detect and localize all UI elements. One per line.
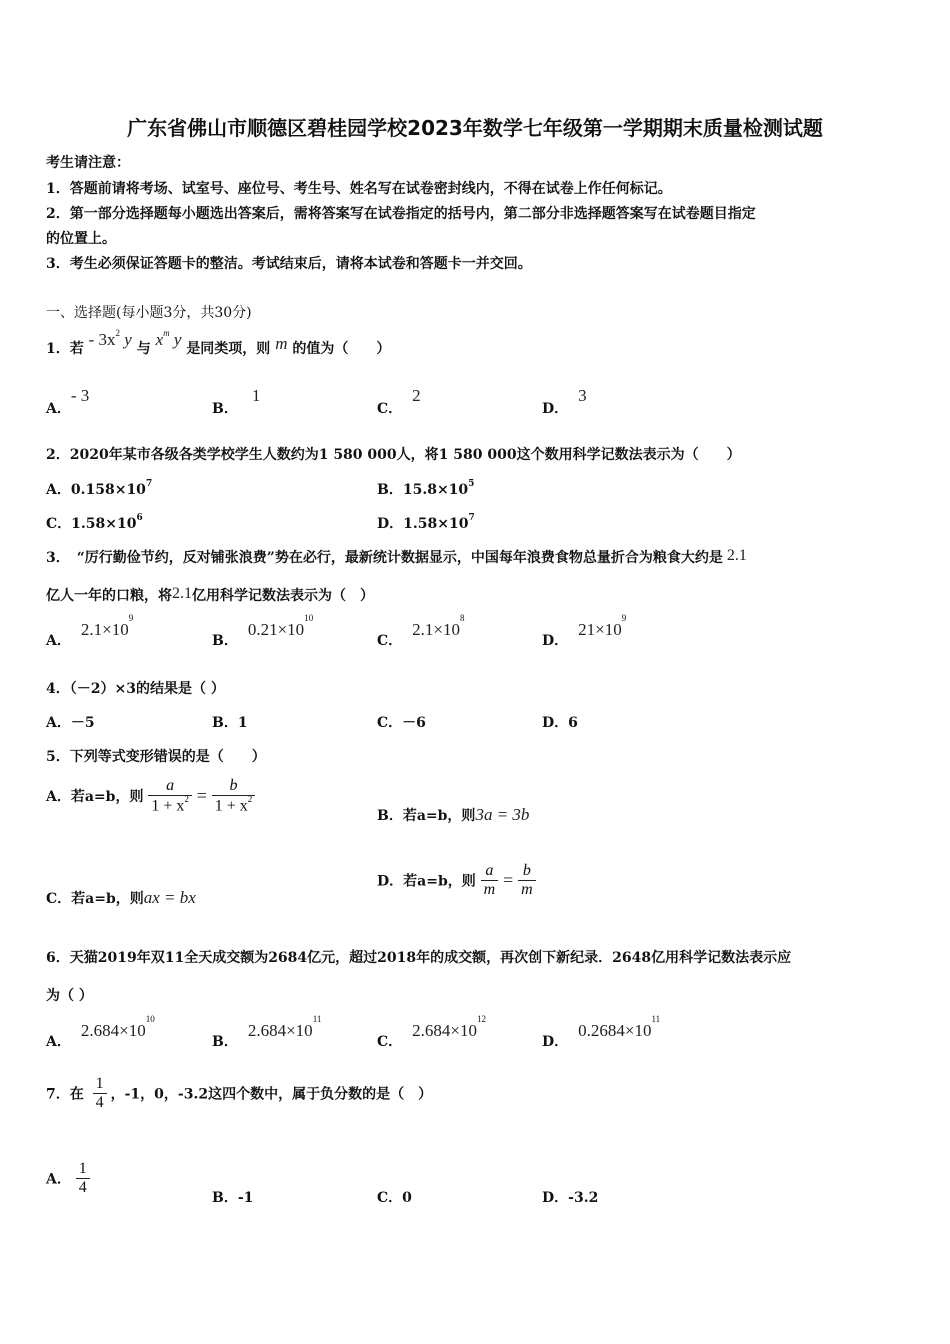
page-title: 广东省佛山市顺德区碧桂园学校2023年数学七年级第一学期期末质量检测试题 xyxy=(127,116,823,140)
question-2: 2．2020年某市各级各类学校学生人数约为1 580 000人，将1 580 000这个数用科学记数法表示为（ ） xyxy=(46,447,741,463)
question-6-line2: 为（ ） xyxy=(46,988,93,1004)
q4-option-b[interactable]: B．1 xyxy=(212,715,248,731)
q1-term2: x xyxy=(155,330,164,349)
q1-mid: 与 xyxy=(136,341,151,357)
q4-option-d[interactable]: D．6 xyxy=(542,715,578,731)
question-5: 5．下列等式变形错误的是（ ） xyxy=(46,749,266,765)
q1-var: m xyxy=(275,334,288,353)
notice-item-3: 3．考生必须保证答题卡的整洁。考试结束后，请将本试卷和答题卡一并交回。 xyxy=(46,256,532,272)
q4-option-c[interactable]: C．－6 xyxy=(377,715,426,731)
q1-option-d[interactable]: D．3 xyxy=(542,386,587,417)
q6-option-d[interactable]: D．$0.2684\times 10^{11}$ xyxy=(542,1014,661,1050)
q7-option-b[interactable]: B．-1 xyxy=(212,1190,254,1206)
notice-item-1: 1．答题前请将考场、试室号、座位号、考生号、姓名写在试卷密封线内，不得在试卷上作任何标记。 xyxy=(46,181,672,197)
q5-option-d[interactable]: D．若a=b，则 $\frac{a}{m}$ = $\frac{b}{m}$ xyxy=(377,862,536,899)
q2-option-d[interactable]: D．$1.58\times 10^7$ xyxy=(377,513,475,532)
q6-option-b[interactable]: B．$2.684\times 10^{11}$ xyxy=(212,1014,322,1050)
q3-option-b[interactable]: B．$0.21\times 10^{10}$ xyxy=(212,613,314,649)
q3-val2: 2.1 xyxy=(172,585,192,602)
question-3-line1: 3． “厉行勤俭节约，反对铺张浪费”势在必行，最新统计数据显示，中国每年浪费食物总量折合为粮食大约是 2.1 xyxy=(46,547,747,566)
question-1 xyxy=(46,328,391,358)
q1-lead: 1．若 xyxy=(46,341,84,357)
q5-option-b[interactable]: B．若a=b，则3a = 3b xyxy=(377,805,530,824)
q7-option-d[interactable]: D．-3.2 xyxy=(542,1190,599,1206)
question-7: 7．在 $\frac{1}{4}$ ，-1，0，-3.2这四个数中，属于负分数的是（ ） xyxy=(46,1075,433,1111)
q1-exp2: m xyxy=(163,328,170,339)
q4-option-a[interactable]: A．－5 xyxy=(46,715,95,731)
q1-option-c[interactable]: C．2 xyxy=(377,386,421,417)
question-4: 4．（－2）×3的结果是（ ） xyxy=(46,681,225,697)
q1-option-a[interactable]: A．- 3 xyxy=(46,386,90,417)
q5-option-c[interactable]: C．若a=b，则ax = bx xyxy=(46,888,196,907)
q3-option-c[interactable]: C．$2.1\times 10^8$ xyxy=(377,613,465,649)
q5-option-a[interactable]: A．若a=b，则 $\frac{a}{1 + x^2}$ = $\frac{b}{1 + x^2}$ xyxy=(46,777,255,815)
q2-option-b[interactable]: B．$15.8\times 10^5$ xyxy=(377,479,475,498)
q3-option-d[interactable]: D．$21\times 10^9$ xyxy=(542,613,627,649)
q6-option-c[interactable]: C．$2.684\times 10^{12}$ xyxy=(377,1014,486,1050)
section-heading: 一、选择题(每小题3分，共30分) xyxy=(46,305,252,321)
q2-option-c[interactable]: C．$1.58\times 10^6$ xyxy=(46,513,143,532)
q7-option-a[interactable]: A． $\frac{1}{4}$ xyxy=(46,1160,90,1197)
question-3-line2: 亿人一年的口粮，将2.1亿用科学记数法表示为（ ） xyxy=(46,585,374,604)
q1-exp1: 2 xyxy=(115,328,121,339)
q3-val1: 2.1 xyxy=(726,547,747,564)
q1-end: 的值为（ ） xyxy=(292,341,391,357)
q1-option-b[interactable]: B．1 xyxy=(212,386,261,417)
q1-y2: y xyxy=(169,330,182,349)
notice-item-2: 2．第一部分选择题每小题选出答案后，需将答案写在试卷指定的括号内，第二部分非选择题答案写在试卷题目指定 xyxy=(46,206,756,222)
q6-option-a[interactable]: A．$2.684\times 10^{10}$ xyxy=(46,1014,155,1050)
question-6-line1: 6．天猫2019年双11全天成交额为2684亿元，超过2018年的成交额，再次创下新纪录．2648亿用科学记数法表示应 xyxy=(46,950,792,966)
q3-option-a[interactable]: A．$2.1\times 10^9$ xyxy=(46,613,134,649)
q1-y1: y xyxy=(120,330,132,349)
q1-term1: - 3x xyxy=(88,330,116,349)
q1-tail: 是同类项，则 xyxy=(186,341,271,357)
notice-heading: 考生请注意： xyxy=(46,155,130,171)
notice-item-2-cont: 的位置上。 xyxy=(46,231,116,247)
q2-option-a[interactable]: A．$0.158\times 10^7$ xyxy=(46,479,153,498)
q7-option-c[interactable]: C．0 xyxy=(377,1190,412,1206)
